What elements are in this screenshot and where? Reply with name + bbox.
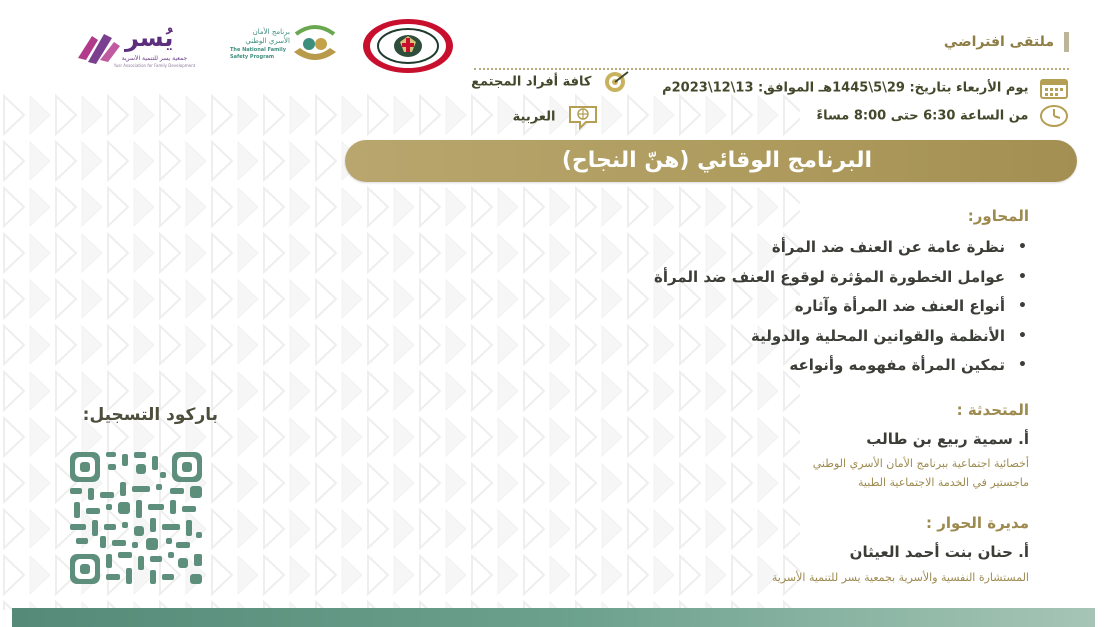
target-audience: كافة أفراد المجتمع bbox=[471, 74, 592, 90]
date-row bbox=[662, 76, 1069, 100]
time-row bbox=[817, 104, 1069, 128]
logos-row bbox=[70, 18, 460, 78]
clock-icon bbox=[1039, 104, 1069, 128]
event-date: يوم الأربعاء بتاريخ: 29\5\1445هـ الموافق: 13\12\2023م bbox=[662, 80, 1029, 96]
topics-list bbox=[654, 233, 1027, 381]
topic-item: • أنواع العنف ضد المرأة وآثاره bbox=[654, 292, 1027, 322]
moderator-title: المستشارة النفسية والأسرية بجمعية يسر للتنمية الأسرية bbox=[771, 571, 1029, 584]
speaker-heading: المتحدثة : bbox=[956, 401, 1029, 419]
speaker-name: أ. سمية ربيع بن طالب bbox=[866, 430, 1029, 448]
topic-item: • تمكين المرأة مفهومه وأنواعه bbox=[654, 351, 1027, 381]
yusr-logo bbox=[70, 20, 205, 72]
yusr-logo-subtitle: جمعية يسر للتنمية الأسرية bbox=[121, 55, 188, 62]
language-globe-icon bbox=[566, 104, 600, 130]
program-title-bar bbox=[345, 140, 1077, 182]
seal-emblem bbox=[360, 18, 456, 74]
nfsp-name-en-2: Safety Program bbox=[230, 54, 275, 60]
nfsp-name-en-1: The National Family bbox=[230, 47, 286, 53]
topics-heading: المحاور: bbox=[967, 207, 1029, 225]
yusr-logo-english: Yusr Association for Family Development bbox=[113, 63, 196, 68]
nfsp-logo bbox=[228, 20, 340, 72]
language-row bbox=[513, 104, 600, 130]
moderator-name: أ. حنان بنت أحمد العيثان bbox=[849, 543, 1029, 561]
footer-bar bbox=[12, 608, 1095, 627]
registration-label: باركود التسجيل: bbox=[82, 405, 218, 425]
program-title: البرنامج الوقائي (هنّ النجاح) bbox=[561, 148, 872, 173]
event-time: من الساعة 6:30 حتى 8:00 مساءً bbox=[816, 108, 1029, 124]
speaker-title: أخصائية اجتماعية ببرنامج الأمان الأسري الوطني bbox=[812, 457, 1029, 470]
event-type-label: ملتقى افتراضي bbox=[944, 32, 1069, 52]
event-language: العربية bbox=[512, 109, 556, 125]
topic-item: • الأنظمة والقوانين المحلية والدولية bbox=[654, 322, 1027, 352]
nfsp-logo-mark bbox=[290, 22, 340, 66]
moderator-heading: مديرة الحوار : bbox=[926, 514, 1029, 532]
target-icon bbox=[602, 70, 630, 94]
topic-item: • عوامل الخطورة المؤثرة لوقوع العنف ضد المرأة bbox=[654, 263, 1027, 293]
nfsp-name-ar-2: الأسري الوطني bbox=[245, 37, 290, 45]
registration-qr-code[interactable] bbox=[70, 452, 202, 584]
topic-item: • نظرة عامة عن العنف ضد المرأة bbox=[654, 233, 1027, 263]
medical-services-seal bbox=[360, 18, 456, 74]
speaker-degree: ماجستير في الخدمة الاجتماعية الطبية bbox=[858, 476, 1029, 489]
nfsp-name-ar-1: برنامج الأمان bbox=[252, 28, 290, 36]
calendar-icon bbox=[1039, 76, 1069, 100]
audience-row bbox=[471, 70, 630, 94]
yusr-logo-name: يُسر bbox=[125, 24, 174, 52]
